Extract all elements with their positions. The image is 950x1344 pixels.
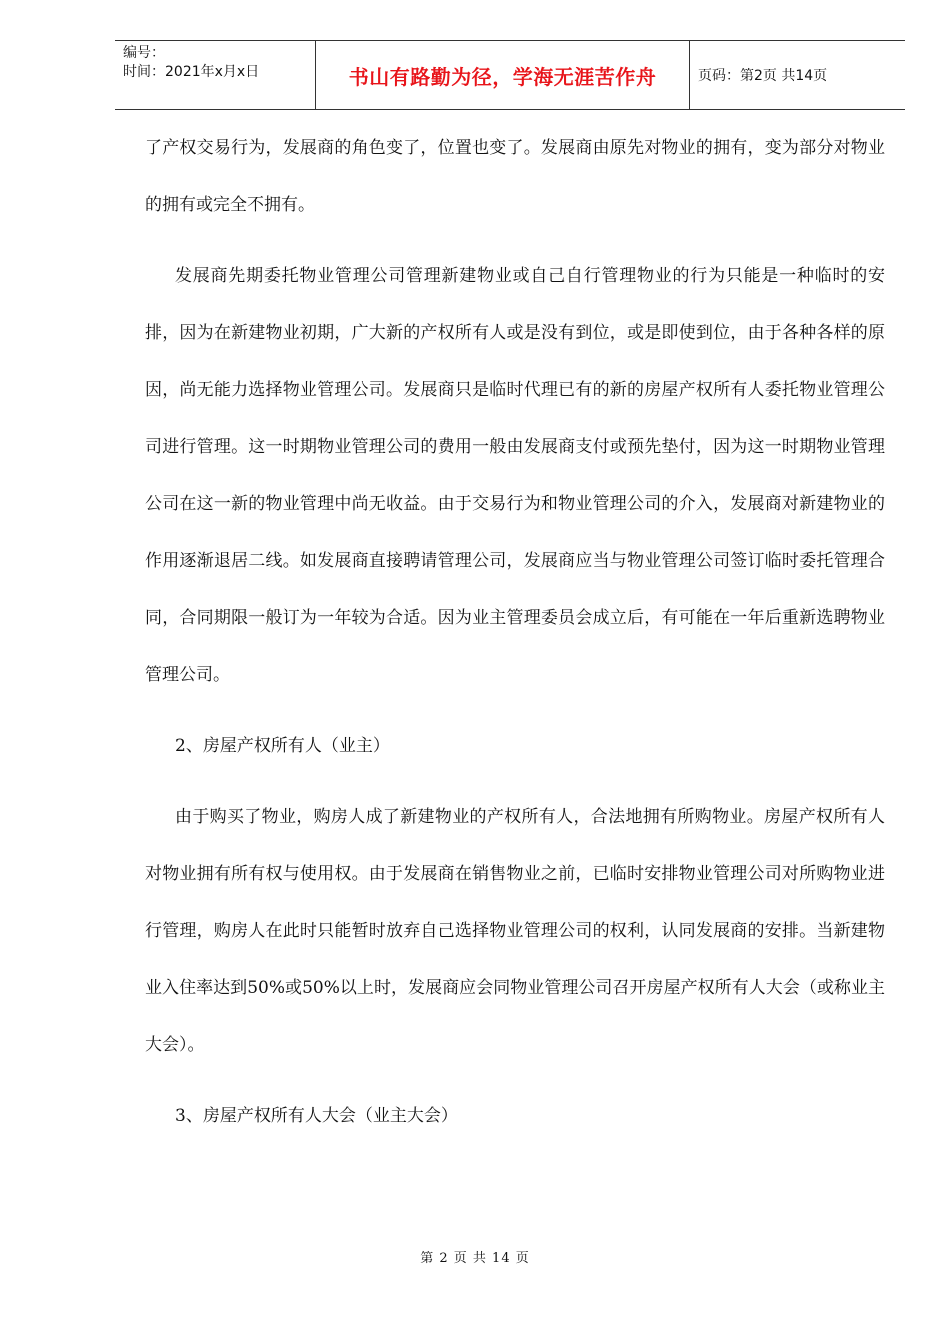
document-date: 时间：2021年x月x日 [123, 64, 260, 80]
section-heading-3: 3、房屋产权所有人大会（业主大会） [175, 1106, 458, 1126]
paragraph-3: 由于购买了物业，购房人成了新建物业的产权所有人，合法地拥有所购物业。房屋产权所有人对物业拥有所有权与使用权。由于发展商在销售物业之前，已临时安排物业管理公司对所购物业进行管理，购房人在此时只能暂时放弃自己选择物业管理公司的权利，认同发展商的安排。当新建物业入住率达到50%或50%以上时，发展商应会同物业管理公司召开房屋产权所有人大会（或称业主大会）。 [145, 807, 885, 1055]
paragraph-2: 发展商先期委托物业管理公司管理新建物业或自己自行管理物业的行为只能是一种临时的安排，因为在新建物业初期，广大新的产权所有人或是没有到位，或是即使到位，由于各种各样的原因，尚无能力选择物业管理公司。发展商只是临时代理已有的新的房屋产权所有人委托物业管理公司进行管理。这一时期物业管理公司的费用一般由发展商支付或预先垫付，因为这一时期物业管理公司在这一新的物业管理中尚无收益。由于交易行为和物业管理公司的介入，发展商对新建物业的作用逐渐退居二线。如发展商直接聘请管理公司，发展商应当与物业管理公司签订临时委托管理合同，合同期限一般订为一年较为合适。因为业主管理委员会成立后，有可能在一年后重新选聘物业管理公司。 [145, 266, 885, 685]
page-footer: 第 2 页 共 14 页 [420, 1251, 530, 1266]
page-header [115, 40, 905, 110]
document-number: 编号： [123, 45, 165, 61]
section-heading-2: 2、房屋产权所有人（业主） [175, 736, 390, 756]
header-meta [115, 41, 316, 109]
header-motto: 书山有路勤为径，学海无涯苦作舟 [316, 41, 690, 109]
document-body [145, 120, 885, 1145]
header-page-number: 页码：第2页 共14页 [698, 68, 828, 84]
paragraph-1: 了产权交易行为，发展商的角色变了，位置也变了。发展商由原先对物业的拥有，变为部分对物业的拥有或完全不拥有。 [145, 138, 885, 215]
